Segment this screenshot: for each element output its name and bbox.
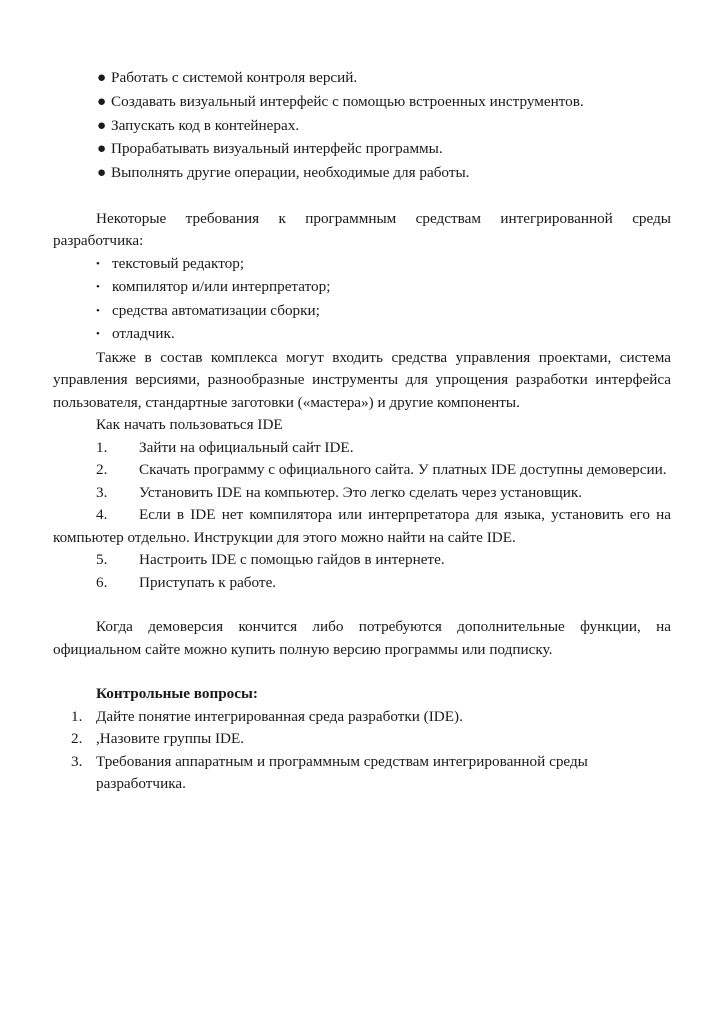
- step-text: Если в IDE нет компилятора или интерпретатора для языка, установить его на компьютер отдельно. Инструкции для этого можно найти на сайте IDE.: [53, 506, 671, 546]
- step-number: 2.: [96, 461, 108, 479]
- steps-list: [53, 437, 671, 595]
- requirements-intro: Некоторые требования к программным средствам интегрированной среды разработчика:: [53, 209, 671, 250]
- questions-title: Контрольные вопросы:: [96, 685, 258, 703]
- list-item: [53, 728, 671, 751]
- features-list: [53, 67, 671, 186]
- list-item-text: средства автоматизации сборки;: [112, 301, 320, 319]
- step-text: Настроить IDE с помощью гайдов в интернете.: [139, 551, 445, 569]
- bullet-marker: ●: [97, 164, 107, 182]
- how-to-title: Как начать пользоваться IDE: [96, 416, 283, 434]
- list-item: [53, 115, 671, 139]
- list-item: [53, 91, 671, 115]
- question-text: Требования аппаратным и программным средствам интегрированной среды разработчика.: [96, 752, 588, 793]
- bullet-marker: ●: [97, 140, 107, 158]
- question-number: 1.: [71, 707, 83, 725]
- list-item: [53, 504, 671, 549]
- list-item: [53, 459, 671, 482]
- list-item: [53, 549, 671, 572]
- document-page: [53, 67, 671, 796]
- bullet-marker: ●: [97, 92, 107, 110]
- bullet-marker: •: [96, 281, 100, 294]
- question-text: Дайте понятие интегрированная среда разработки (IDE).: [96, 707, 463, 725]
- step-text: Скачать программу с официального сайта. У платных IDE доступны демоверсии.: [139, 461, 667, 479]
- complex-paragraph: Также в состав комплекса могут входить средства управления проектами, система управления версиями, разнообразные инструменты для упрощения разработки интерфейса пользователя, стандартные заготовки («мастера») и другие компоненты.: [53, 348, 671, 411]
- list-item: [53, 300, 671, 324]
- questions-list: [53, 706, 671, 796]
- bullet-marker: ●: [97, 116, 107, 134]
- question-number: 2.: [71, 730, 83, 748]
- bullet-marker: •: [96, 328, 100, 341]
- step-text: Приступать к работе.: [139, 573, 277, 591]
- list-item-text: Работать с системой контроля версий.: [111, 69, 358, 86]
- step-number: 5.: [96, 551, 108, 569]
- question-number: 3.: [71, 752, 83, 770]
- list-item: [53, 276, 671, 300]
- list-item-text: Выполнять другие операции, необходимые для работы.: [111, 164, 470, 182]
- step-text: Установить IDE на компьютер. Это легко сделать через установщик.: [139, 483, 583, 501]
- closing-paragraph: Когда демоверсия кончится либо потребуются дополнительные функции, на официальном сайте можно купить полную версию программы или подписку.: [53, 618, 671, 658]
- step-number: 6.: [96, 573, 108, 591]
- step-text: Зайти на официальный сайт IDE.: [139, 438, 354, 456]
- question-text: ,Назовите группы IDE.: [96, 730, 245, 748]
- list-item-text: текстовый редактор;: [112, 254, 245, 272]
- list-item: [53, 706, 671, 729]
- step-number: 1.: [96, 438, 108, 456]
- bullet-marker: ●: [97, 69, 107, 86]
- list-item: [53, 751, 671, 796]
- list-item: [53, 437, 671, 460]
- list-item-text: Прорабатывать визуальный интерфейс программы.: [111, 140, 443, 158]
- list-item: [53, 162, 671, 186]
- list-item: [53, 67, 671, 91]
- list-item-text: отладчик.: [112, 325, 175, 343]
- list-item: [53, 572, 671, 595]
- list-item-text: Создавать визуальный интерфейс с помощью встроенных инструментов.: [111, 92, 584, 110]
- bullet-marker: •: [96, 257, 100, 270]
- list-item: [53, 253, 671, 277]
- list-item: [53, 323, 671, 347]
- list-item: [53, 482, 671, 505]
- step-number: 3.: [96, 483, 108, 501]
- requirements-list: [53, 253, 671, 347]
- step-number: 4.: [96, 506, 108, 524]
- list-item-text: Запускать код в контейнерах.: [111, 116, 300, 134]
- list-item: [53, 138, 671, 162]
- bullet-marker: •: [96, 304, 100, 317]
- list-item-text: компилятор и/или интерпретатор;: [112, 278, 331, 296]
